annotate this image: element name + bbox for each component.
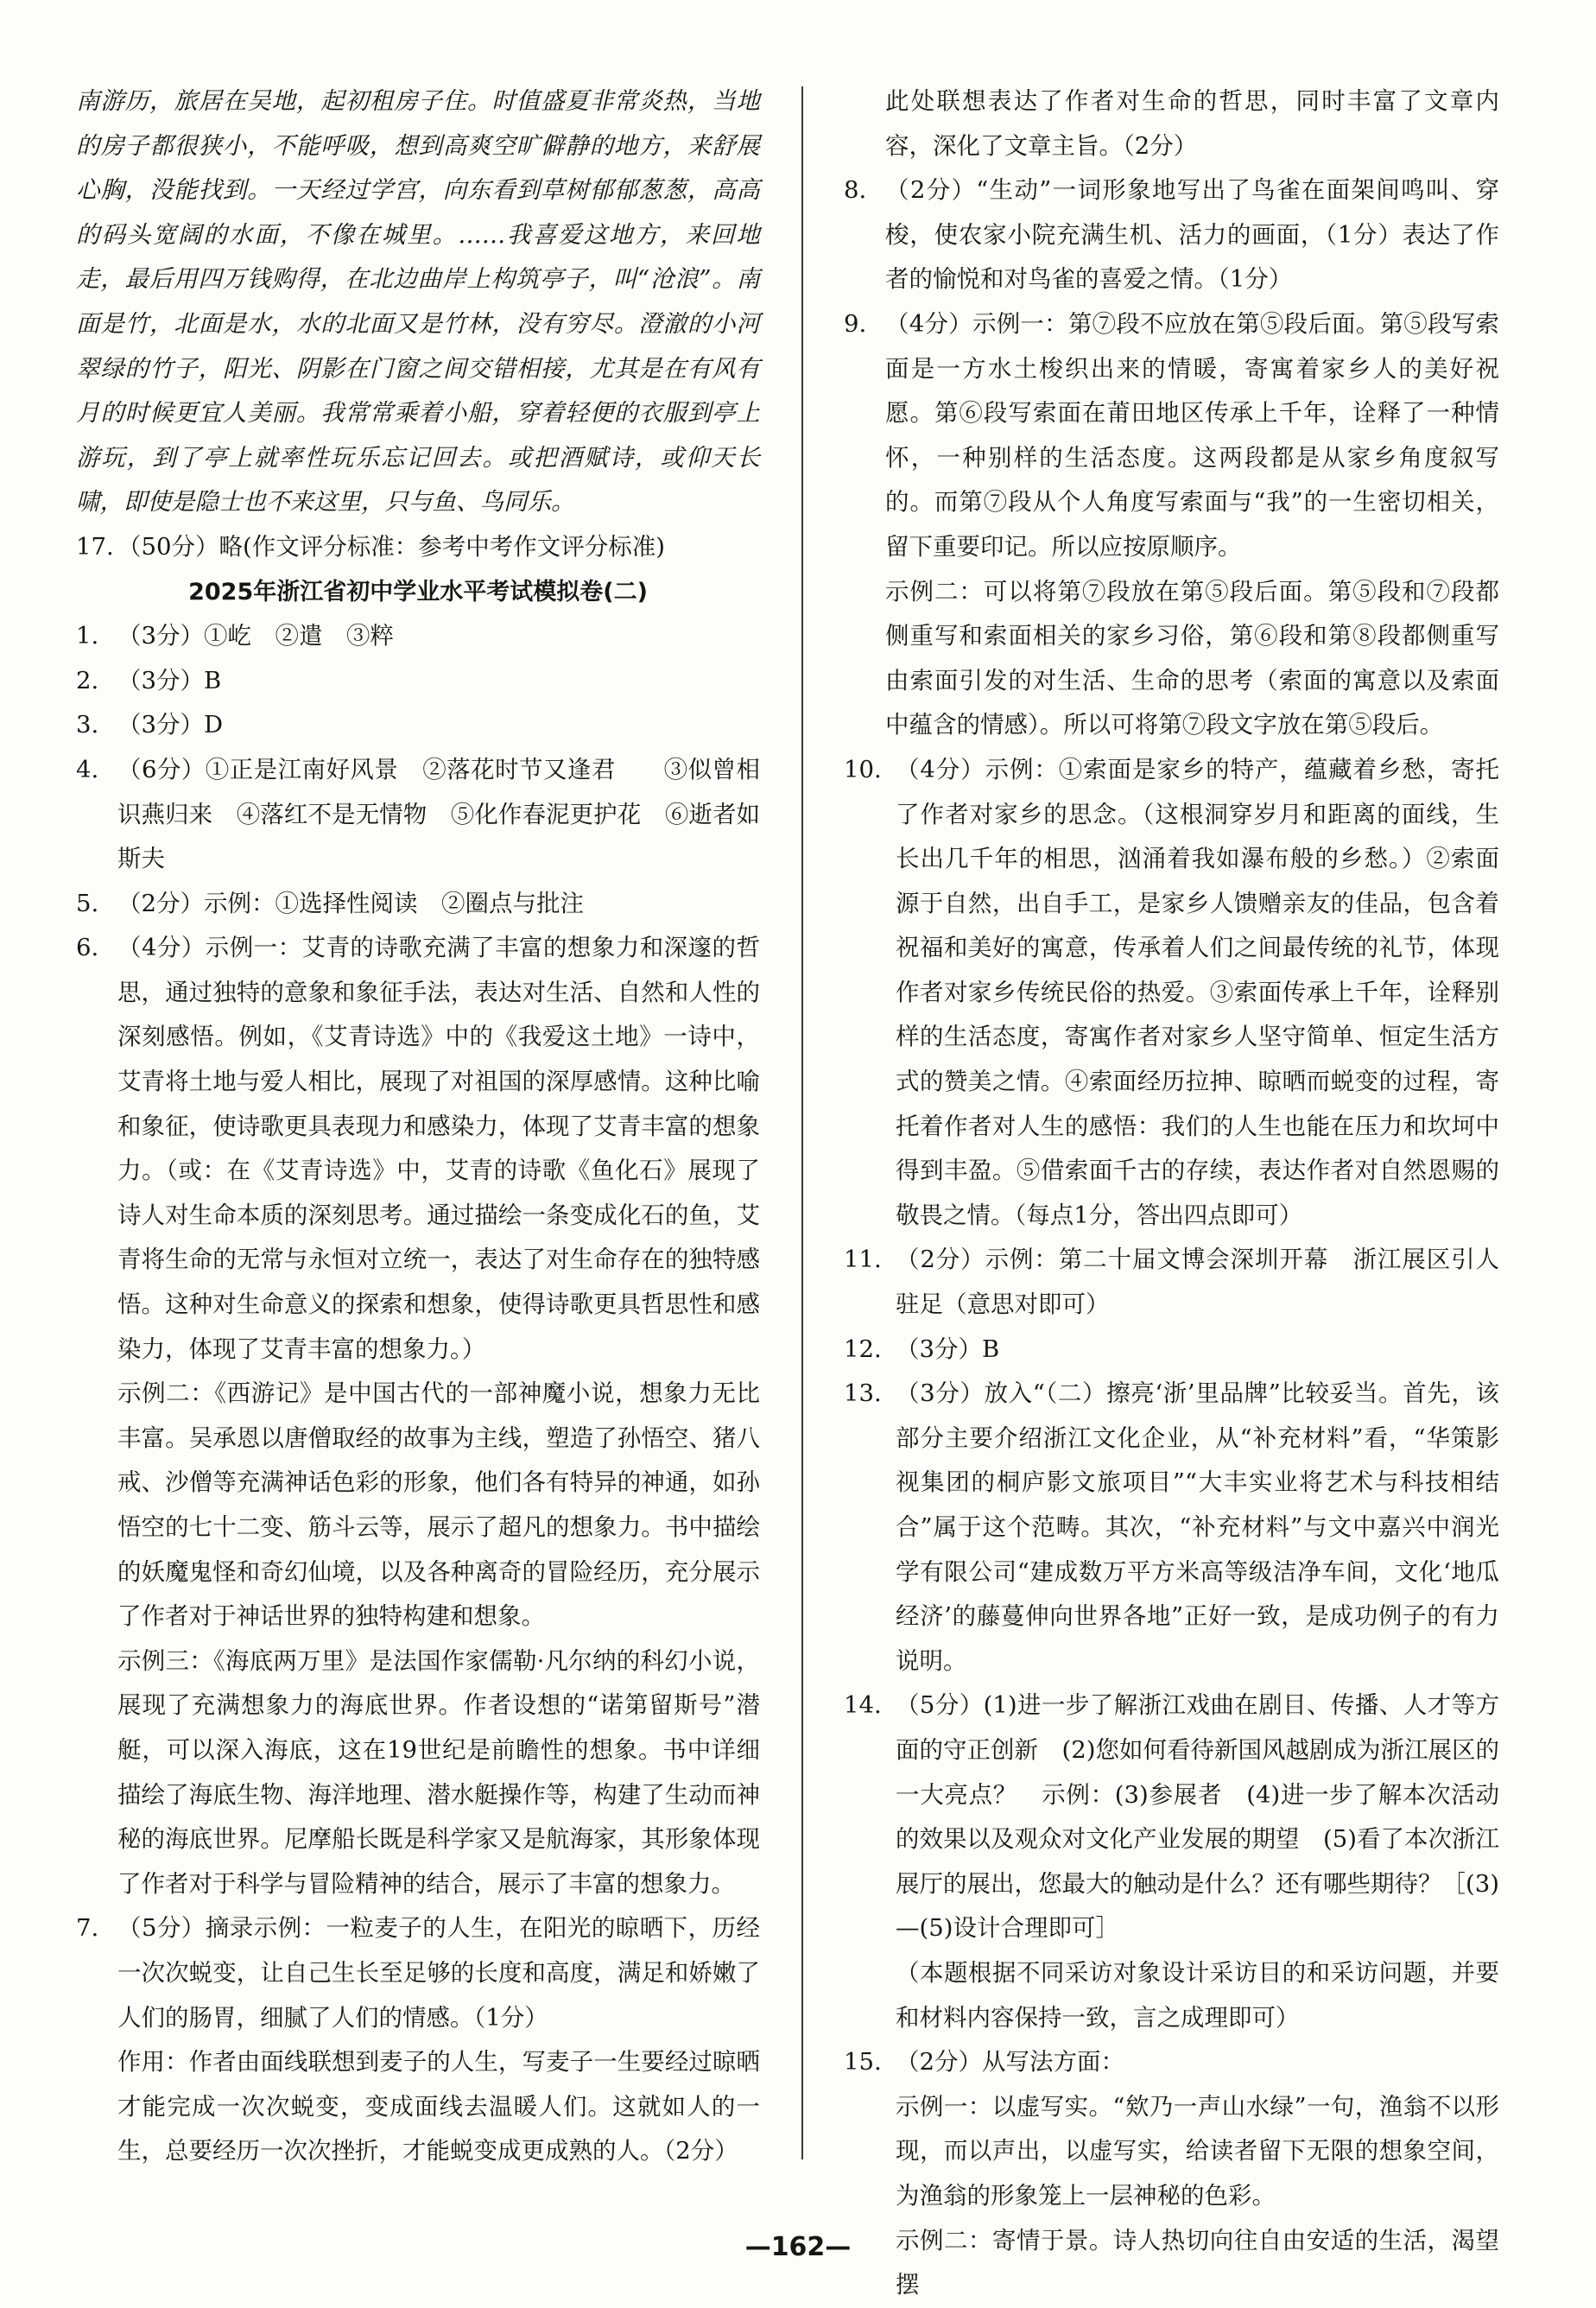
answer-number: 5. xyxy=(76,889,99,917)
answer-11 xyxy=(844,1238,1499,1327)
answer-text: （4分）示例：①索面是家乡的特产，蕴藏着乡愁，寄托了作者对家乡的思念。（这根洞穿岁月和距离的面线，生长出几千年的相思，汹涌着我如瀑布般的乡愁。）②索面源于自然，出自手工，是家乡人馈赠亲友的佳品，包含着祝福和美好的寓意，传承着人们之间最传统的礼节，体现作者对家乡传统民俗的热爱。③索面传承上千年，诠释别样的生活态度，寄寓作者对家乡人坚守简单、恒定生活方式的赞美之情。④索面经历拉抻、晾晒而蜕变的过程，寄托着作者对人生的感悟：我们的人生也能在压力和坎坷中得到丰盈。⑤借索面千古的存续，表达作者对自然恩赐的敬畏之情。（每点1分，答出四点即可） xyxy=(896,755,1499,1229)
right-column xyxy=(844,79,1499,2308)
answer-number: 8. xyxy=(844,176,867,205)
answer-text: （4分）示例一：艾青的诗歌充满了丰富的想象力和深邃的哲思，通过独特的意象和象征手法，表达对生活、自然和人性的深刻感悟。例如，《艾青诗选》中的《我爱这土地》一诗中，艾青将土地与爱人相比，展现了对祖国的深厚感情。这种比喻和象征，使诗歌更具表现力和感染力，体现了艾青丰富的想象力。（或：在《艾青诗选》中，艾青的诗歌《鱼化石》展现了诗人对生命本质的深刻思考。通过描绘一条变成化石的鱼，艾青将生命的无常与永恒对立统一，表达了对生命存在的独特感悟。这种对生命意义的探索和想象，使得诗歌更具哲思性和感染力，体现了艾青丰富的想象力。） xyxy=(117,934,760,1363)
answer-text: （2分）从写法方面： xyxy=(896,2048,1124,2077)
answer-number: 10. xyxy=(844,755,882,783)
answer-6 xyxy=(76,926,760,1372)
answer-15 xyxy=(844,2040,1499,2085)
answer-text: （2分）示例：第二十届文博会深圳开幕 浙江展区引人驻足（意思对即可） xyxy=(896,1246,1499,1319)
answer-14 xyxy=(844,1683,1499,1951)
answer-10 xyxy=(844,748,1499,1239)
answer-1 xyxy=(76,614,760,659)
page-number: —162— xyxy=(744,2232,852,2262)
answer-text: （3分）B xyxy=(117,666,222,694)
answer-15-example-2: 示例二：寄情于景。诗人热切向往自由安适的生活，渴望摆 xyxy=(896,2226,1499,2299)
answer-15-example-1: 示例一：以虚写实。“欸乃一声山水绿”一句，渔翁不以形现，而以声出，以虚写实，给读者留下无限的想象空间，为渔翁的形象笼上一层神秘的色彩。 xyxy=(896,2092,1499,2210)
answer-number: 13. xyxy=(844,1379,882,1408)
answer-2 xyxy=(76,659,760,704)
answer-text: （3分）B xyxy=(896,1335,1000,1363)
answer-number: 1. xyxy=(76,622,99,650)
answer-text: （3分）①屹 ②遣 ③粹 xyxy=(117,622,394,650)
answer-text: （3分）放入“（二）擦亮‘浙’里品牌”比较妥当。首先，该部分主要介绍浙江文化企业，从“补充材料”看，“华策影视集团的桐庐影文旅项目”“大丰实业将艺术与科技相结合”属于这个范畴。其次，“补充材料”与文中嘉兴中润光学有限公司“建成数万平方米高等级洁净车间，文化‘地瓜经济’的藤蔓伸向世界各地”正好一致，是成功例子的有力说明。 xyxy=(896,1379,1499,1675)
answer-9 xyxy=(844,302,1499,570)
answer-number: 2. xyxy=(76,666,99,694)
answer-text: （5分）(1)进一步了解浙江戏曲在剧目、传播、人才等方面的守正创新 (2)您如何看待新国风越剧成为浙江展区的一大亮点？ 示例：(3)参展者 (4)进一步了解本次活动的效果以及观众对文化产业发展的期望 (5)看了本次浙江展厅的展出，您最大的触动是什么？还有哪些期待？［(3)—(5)设计合理即可］ xyxy=(896,1691,1499,1943)
answer-9-example-2: 示例二：可以将第⑦段放在第⑤段后面。第⑤段和⑦段都侧重写和索面相关的家乡习俗，第⑥段和第⑧段都侧重写由索面引发的对生活、生命的思考（索面的寓意以及索面中蕴含的情感）。所以可将第⑦段文字放在第⑤段后。 xyxy=(885,577,1499,739)
answer-number: 17. xyxy=(76,532,114,561)
answer-7 xyxy=(76,1906,760,2040)
answer-text: （3分）D xyxy=(117,711,224,739)
answer-number: 14. xyxy=(844,1691,882,1720)
answer-number: 15. xyxy=(844,2048,882,2077)
answer-text: （2分）示例：①选择性阅读 ②圈点与批注 xyxy=(117,889,584,917)
answer-7-effect: 作用：作者由面线联想到麦子的人生，写麦子一生要经过晾晒才能完成一次次蜕变，变成面线去温暖人们。这就如人的一生，总要经历一次次挫折，才能蜕变成更成熟的人。（2分） xyxy=(117,2048,760,2165)
exam-title: 2025年浙江省初中学业水平考试模拟卷(二) xyxy=(188,578,648,606)
answer-number: 7. xyxy=(76,1914,99,1943)
answer-text: （6分）①正是江南好风景 ②落花时节又逢君 ③似曾相识燕归来 ④落红不是无情物 ⑤化作春泥更护花 ⑥逝者如斯夫 xyxy=(117,755,760,873)
answer-6-example-2: 示例二：《西游记》是中国古代的一部神魔小说，想象力无比丰富。吴承恩以唐僧取经的故事为主线，塑造了孙悟空、猪八戒、沙僧等充满神话色彩的形象，他们各有特异的神通，如孙悟空的七十二变、筋斗云等，展示了超凡的想象力。书中描绘的妖魔鬼怪和奇幻仙境，以及各种离奇的冒险经历，充分展示了作者对于神话世界的独特构建和想象。 xyxy=(117,1379,760,1631)
column-divider xyxy=(801,86,803,2159)
answer-6-example-3: 示例三：《海底两万里》是法国作家儒勒·凡尔纳的科幻小说，展现了充满想象力的海底世界。作者设想的“诺第留斯号”潜艇，可以深入海底，这在19世纪是前瞻性的想象。书中详细描绘了海底生物、海洋地理、潜水艇操作等，构建了生动而神秘的海底世界。尼摩船长既是科学家又是航海家，其形象体现了作者对于科学与冒险精神的结合，展示了丰富的想象力。 xyxy=(117,1646,760,1898)
answer-number: 4. xyxy=(76,755,99,783)
answer-number: 11. xyxy=(844,1246,882,1274)
answer-text: （5分）摘录示例：一粒麦子的人生，在阳光的晾晒下，历经一次次蜕变，让自己生长至足够的长度和高度，满足和娇嫩了人们的肠胃，细腻了人们的情感。（1分） xyxy=(117,1914,760,2032)
answer-13 xyxy=(844,1372,1499,1683)
answer-12 xyxy=(844,1328,1499,1373)
answer-number: 3. xyxy=(76,711,99,739)
answer-number: 9. xyxy=(844,309,867,338)
answer-text: （2分）“生动”一词形象地写出了鸟雀在面架间鸣叫、穿梭，使农家小院充满生机、活力的画面，（1分）表达了作者的愉悦和对鸟雀的喜爱之情。（1分） xyxy=(885,176,1499,294)
answer-text: （50分）略(作文评分标准：参考中考作文评分标准) xyxy=(117,532,665,561)
answer-8 xyxy=(844,168,1499,302)
answer-number: 12. xyxy=(844,1335,882,1363)
answer-17 xyxy=(76,525,760,570)
translation-passage: 南游历，旅居在吴地，起初租房子住。时值盛夏非常炎热，当地的房子都很狭小，不能呼吸，想到高爽空旷僻静的地方，来舒展心胸，没能找到。一天经过学宫，向东看到草树郁郁葱葱，高高的码头宽阔的水面，不像在城里。……我喜爱这地方，来回地走，最后用四万钱购得，在北边曲岸上构筑亭子，叫“沧浪”。南面是竹，北面是水，水的北面又是竹林，没有穷尽。澄澈的小河翠绿的竹子，阳光、阴影在门窗之间交错相接，尤其是在有风有月的时候更宜人美丽。我常常乘着小船，穿着轻便的衣服到亭上游玩，到了亭上就率性玩乐忘记回去。或把酒赋诗，或仰天长啸，即使是隐士也不来这里，只与鱼、鸟同乐。 xyxy=(76,87,760,517)
answer-5 xyxy=(76,882,760,927)
answer-4 xyxy=(76,748,760,882)
left-column xyxy=(76,79,760,2174)
answer-7-continued: 此处联想表达了作者对生命的哲思，同时丰富了文章内容，深化了文章主旨。（2分） xyxy=(885,87,1499,160)
answer-number: 6. xyxy=(76,934,99,962)
answer-3 xyxy=(76,703,760,748)
answer-text: （4分）示例一：第⑦段不应放在第⑤段后面。第⑤段写索面是一方水土梭织出来的情暖，寄寓着家乡人的美好祝愿。第⑥段写索面在莆田地区传承上千年，诠释了一种情怀，一种别样的生活态度。这两段都是从家乡角度叙写的。而第⑦段从个人角度写索面与“我”的一生密切相关，留下重要印记。所以应按原顺序。 xyxy=(885,309,1499,561)
answer-14-note: （本题根据不同采访对象设计采访目的和采访问题，并要和材料内容保持一致，言之成理即可） xyxy=(896,1958,1499,2032)
